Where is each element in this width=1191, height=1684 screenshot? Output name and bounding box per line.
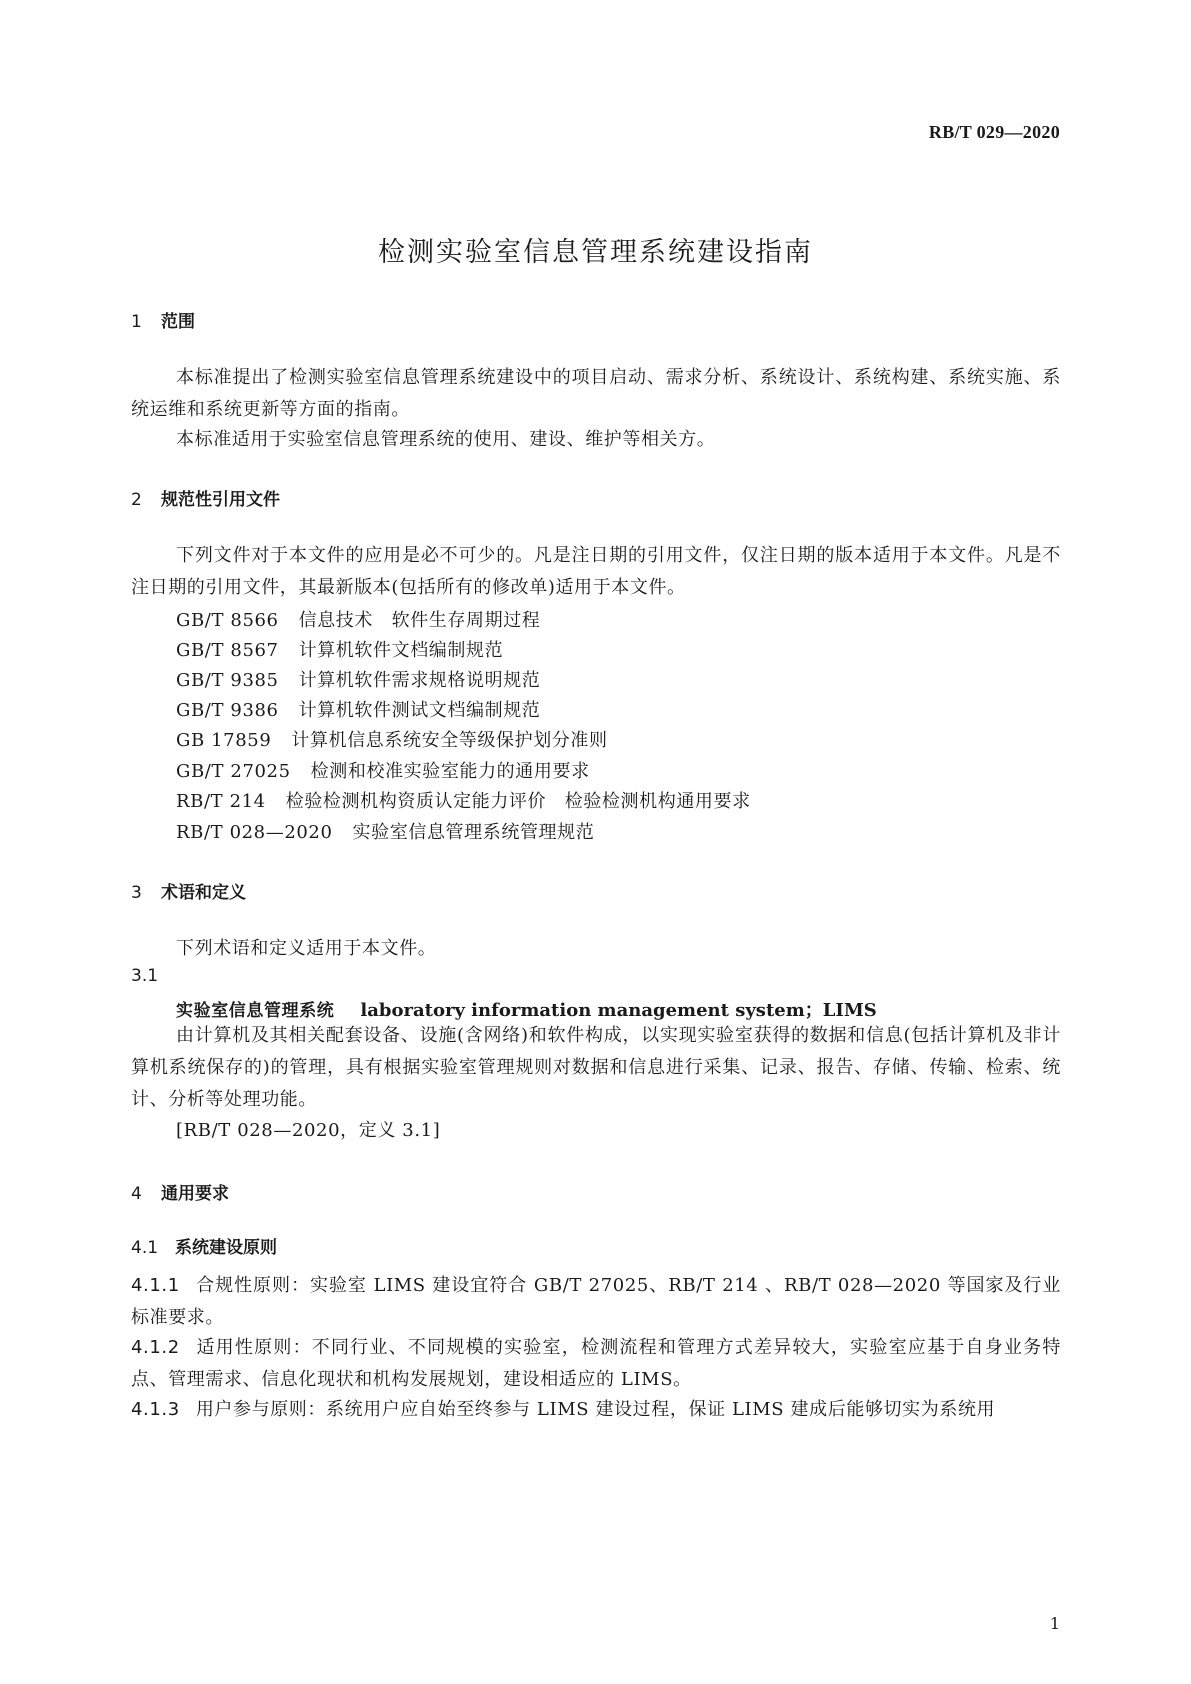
section-title: 规范性引用文件 (161, 490, 280, 510)
term-definition: 由计算机及其相关配套设备、设施(含网络)和软件构成，以实现实验室获得的数据和信息(包括计算机及非计算机系统保存的)的管理，具有根据实验室管理规则对数据和信息进行采集、记录、报告、存储、传输、检索、统计、分析等处理功能。 (131, 1025, 1061, 1110)
paragraph: 下列文件对于本文件的应用是必不可少的。凡是注日期的引用文件，仅注日期的版本适用于本文件。凡是不注日期的引用文件，其最新版本(包括所有的修改单)适用于本文件。 (131, 545, 1061, 598)
reference-item (176, 606, 540, 632)
section-2-heading (131, 485, 280, 510)
clause-text: 用户参与原则：系统用户应自始至终参与 LIMS 建设过程，保证 LIMS 建成后能够切实为系统用 (195, 1399, 996, 1420)
reference-name: 检验检测机构资质认定能力评价 检验检测机构通用要求 (285, 791, 751, 812)
term-number: 3.1 (131, 966, 159, 986)
reference-item (176, 696, 540, 722)
reference-code: GB/T 27025 (176, 761, 291, 782)
term-source: [RB/T 028—2020，定义 3.1] (176, 1120, 441, 1141)
section-number: 4 (131, 1184, 142, 1204)
reference-item (176, 787, 751, 813)
reference-item (176, 726, 608, 752)
section-3-heading (131, 878, 246, 903)
reference-name: 计算机软件测试文档编制规范 (298, 700, 541, 721)
reference-name: 计算机软件文档编制规范 (298, 640, 504, 661)
paragraph: 本标准适用于实验室信息管理系统的使用、建设、维护等相关方。 (176, 429, 716, 450)
page-number: 1 (1049, 1614, 1060, 1633)
section-number: 2 (131, 490, 142, 510)
reference-code: RB/T 028—2020 (176, 822, 333, 843)
reference-item (176, 666, 540, 692)
reference-name: 信息技术 软件生存周期过程 (298, 610, 541, 631)
subsection-4-1-heading (131, 1233, 277, 1258)
section-1-heading (131, 307, 195, 332)
reference-name: 检测和校准实验室能力的通用要求 (310, 761, 590, 782)
section-title: 范围 (161, 312, 195, 332)
reference-code: GB/T 8566 (176, 610, 279, 631)
clause (131, 1270, 1061, 1334)
clause-text: 适用性原则：不同行业、不同规模的实验室，检测流程和管理方式差异较大，实验室应基于自身业务特点、管理需求、信息化现状和机构发展规划，建设相适应的 LIMS。 (131, 1337, 1061, 1390)
term-chinese: 实验室信息管理系统 (176, 1001, 335, 1021)
subsection-title: 系统建设原则 (175, 1238, 277, 1258)
reference-item (176, 636, 503, 662)
reference-code: GB/T 9385 (176, 670, 279, 691)
section-title: 通用要求 (161, 1184, 229, 1204)
clause-number: 4.1.1 (131, 1275, 180, 1296)
section-number: 3 (131, 883, 142, 903)
clause-number: 4.1.3 (131, 1399, 180, 1420)
clause-text: 合规性原则：实验室 LIMS 建设宜符合 GB/T 27025、RB/T 214 、RB/T 028—2020 等国家及行业标准要求。 (131, 1275, 1061, 1328)
reference-name: 实验室信息管理系统管理规范 (352, 822, 595, 843)
standard-code: RB/T 029—2020 (928, 122, 1060, 142)
reference-code: GB/T 9386 (176, 700, 279, 721)
clause-number: 4.1.2 (131, 1337, 180, 1358)
paragraph: 下列术语和定义适用于本文件。 (176, 938, 437, 959)
reference-item (176, 818, 594, 844)
term-english: laboratory information management system；LIMS (360, 1000, 877, 1021)
reference-item (176, 757, 590, 783)
subsection-number: 4.1 (131, 1238, 159, 1258)
document-title: 检测实验室信息管理系统建设指南 (378, 237, 813, 268)
reference-code: RB/T 214 (176, 791, 266, 812)
section-4-heading (131, 1179, 229, 1204)
section-number: 1 (131, 312, 142, 332)
paragraph: 本标准提出了检测实验室信息管理系统建设中的项目启动、需求分析、系统设计、系统构建、系统实施、系统运维和系统更新等方面的指南。 (131, 367, 1061, 420)
clause (131, 1394, 1061, 1426)
section-title: 术语和定义 (161, 883, 246, 903)
reference-name: 计算机软件需求规格说明规范 (298, 670, 541, 691)
term-entry (176, 996, 877, 1022)
reference-code: GB/T 8567 (176, 640, 279, 661)
reference-name: 计算机信息系统安全等级保护划分准则 (291, 730, 608, 751)
reference-code: GB 17859 (176, 730, 272, 751)
clause (131, 1332, 1061, 1396)
